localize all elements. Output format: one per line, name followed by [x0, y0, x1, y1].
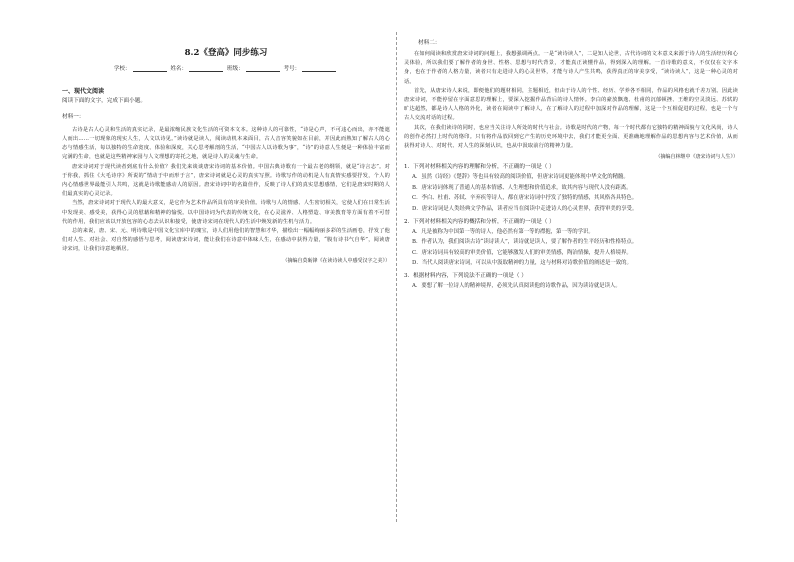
right-column — [404, 28, 738, 292]
school-blank[interactable] — [133, 65, 167, 72]
source-citation: （摘编自莫砺锋《在读诗读人中感受汉字之美》） — [282, 257, 390, 264]
paragraph: 当然，唐宋诗词对于现代人的最大意义，是它作为艺术作品所具有的审美价值。诗歌与人的情感、人生密切相关，它使人们在日常生活中发现美、感受美，获得心灵的慰藉和精神的愉悦。以中国诗词为代表的传统文化，在心灵滋养、人格塑造、审美教育等方面有着不可替代的作用，我们应该以开放包容的心态去认识和接受，使唐诗宋词在现代人的生活中焕发新的生机与活力。 — [62, 200, 390, 225]
paragraph: 在如何阅读和欣赏唐宋诗词的问题上，我想强调两点。一是“读诗读人”，二是知人论世，古代诗词的文本意义来源于诗人的生活经历和心灵体验，所以我们要了解作者的身世、性格、思想与时代背景，才能真正读懂作品，得到深入的理解。一首诗歌的意义，不仅仅在文字本身，也在于作者的人格力量，读者只有走进诗人的心灵世界，才能与诗人产生共鸣，获得真正的审美享受，“读诗读人”，这是一种心灵的对话。 — [404, 51, 738, 85]
paragraph: 总的来说，唐、宋、元、明诗歌是中国文化宝库中的瑰宝，诗人们用他们的智慧和才华，描绘出一幅幅绚丽多彩的生活画卷，抒发了他们对人生、对社会、对自然的感悟与思考，阅读唐宋诗词，能让我们在诗意中体味人生，在感动中获得力量，“腹有诗书气自华”，阅读唐诗宋词，让我们诗意地栖居。 — [62, 228, 390, 253]
answer-option[interactable]: D．当代人阅读唐宋诗词，可以从中汲取精神的力量，这与材料对诗歌价值的阐述是一致的。 — [412, 260, 632, 267]
answer-option[interactable]: C．李白、杜甫、苏轼、辛弃疾等诗人，都在唐宋诗词中抒发了独特的情感，其风格各具特色。 — [412, 195, 638, 202]
column-divider — [396, 32, 397, 522]
left-column — [62, 28, 390, 264]
question-stem: 3．根据材料内容，下列说法不正确的一项是（ ） — [404, 272, 527, 279]
material-2-label: 材料二： — [418, 40, 441, 46]
answer-option[interactable]: A．凡是被称为中国第一等的诗人，他必然有第一等的襟抱，第一等的学识。 — [412, 228, 594, 235]
class-blank[interactable] — [246, 65, 280, 72]
instruction: 阅读下面的文字，完成下面小题。 — [62, 98, 146, 104]
name-blank[interactable] — [189, 65, 223, 72]
answer-option[interactable]: B．作者认为，我们阅读古诗“读诗读人”，读诗就是读人，要了解作者的生平经历和性格特点。 — [412, 239, 638, 246]
exam-no-label: 考号： — [283, 66, 301, 72]
paragraph: 其次，在我们读诗的同时，也应当关注诗人所处的时代与社会。诗歌是时代的产物，每一个时代都有它独特的精神面貌与文化风尚，诗人的创作必然打上时代的烙印。只有将作品放回到它产生的历史环境中去，我们才能更全面、更准确地理解作品的思想内容与艺术价值，从而获得对诗人、对时代、对人生的深刻认识，也从中汲取前行的精神力量。 — [404, 124, 738, 150]
material-1-label: 材料一： — [62, 113, 85, 120]
exam-no-blank[interactable] — [302, 65, 336, 72]
answer-option[interactable]: A．虽然《诗经》《楚辞》等也具有较高的阅读价值，但唐宋诗词更能体现中华文化的精髓。 — [412, 174, 629, 181]
name-label: 姓名： — [170, 66, 188, 72]
student-info-line — [62, 64, 390, 72]
school-label: 学校： — [113, 66, 131, 72]
paragraph: 唐宋诗词对于现代读者到底有什么价值？我们先来谈谈唐宋诗词的基本价值。中国古典诗歌有一个最古老的纲领，就是“诗言志”。对于你我，抓住《大毛诗序》所说的“情动于中而形于言”，唐宋诗词就是心灵的真实写照。诗歌写作的动机是人有真情实感要抒发，个人的内心情感世界最能引人共鸣，这就是诗歌能感动人的原因。唐宋诗词中的名篇佳作，反映了诗人们的真实思想感情，它们是唐宋时期的人们最真实的心灵记录。 — [62, 163, 390, 198]
source-citation: （摘编自林继中《唐宋诗词与人生》） — [655, 154, 738, 161]
paragraph: 首先，从唐宋诗人来说，即便他们的题材相同，主题相近，但由于诗人的个性、经历、学养各不相同，作品的风格也就千差万别。因此读唐宋诗词，不能停留在字面意思的理解上，要深入挖掘作品背后的诗人情怀。李白的豪放飘逸、杜甫的沉郁顿挫、王维的空灵淡远、苏轼的旷达超然，都是诗人人格的外化，读者在阅读中了解诗人，在了解诗人的过程中加深对作品的理解，这是一个互相促进的过程，也是一个与古人交流对话的过程。 — [404, 87, 738, 122]
paragraph: 古诗是古人心灵和生活的真实记录，是最浓缩民族文化生活的可资本文本。这种诗人的可靠性，“诗是心声，不可违心而出，亦不能遮人而出……一切现象的现实人生，人文以诗见。”读诗就是读人，阅读动机本来面目，古人音容笑貌如在目前，并因此而熟知了解古人的心态与情感生活，每以独特的生命宽度、体验和深度，关心思考解剖的生活，“中国古人以诗歌为事”，“诗”的诗意人生便是一种体验丰富而完满的生命，也就是这些精神家园与人文理想的寄托之地，就是诗人的灵魂与生命。 — [62, 126, 390, 161]
question-stem: 1．下列对材料相关内容的理解和分析，不正确的一项是（ ） — [404, 164, 555, 171]
section-heading: 一、现代文阅读 — [62, 88, 105, 95]
answer-option[interactable]: B．唐宋诗词体现了普通人的基本情感、人生理想和价值追求，故其内容与现代人没有距离。 — [412, 184, 632, 191]
question-stem: 2．下列对材料相关内容的概括和分析，不正确的一项是（ ） — [404, 218, 555, 225]
answer-option[interactable]: C．唐宋诗词具有较高的审美价值，它能够激发人们的审美情感，陶冶情操，提升人格境界。 — [412, 249, 632, 256]
doc-title: 8.2《登高》同步练习 — [184, 48, 268, 58]
answer-option[interactable]: D．唐宋诗词是人类经典文学作品，读者应当在阅读中走进诗人的心灵世界，获得审美的享受。 — [412, 206, 638, 213]
answer-option[interactable]: A．要想了解一位诗人的精神境界，必须先认真阅读他的诗歌作品，因为读诗就是读人。 — [412, 282, 621, 289]
class-label: 班级： — [226, 66, 244, 72]
